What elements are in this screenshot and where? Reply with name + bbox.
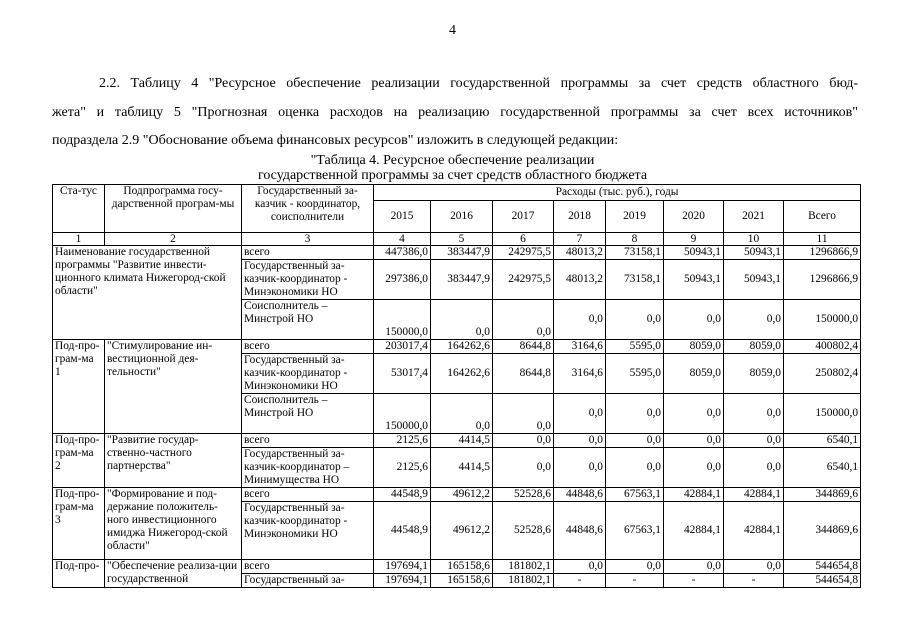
- value-cell: 0,0: [493, 394, 554, 434]
- column-number: 2: [105, 233, 242, 246]
- paragraph-line-3: подраздела 2.9 "Обоснование объема финансовых ресурсов" изложить в следующей редакции:: [52, 133, 619, 148]
- row-label: Государственный за-казчик-координатор - Минэкономики НО: [242, 502, 374, 560]
- value-cell: 150000,0: [784, 394, 861, 434]
- row-label: всего: [242, 340, 374, 354]
- row-label: Государственный за-: [242, 574, 374, 588]
- row-label: Соисполнитель – Минстрой НО: [242, 300, 374, 340]
- row-label: всего: [242, 434, 374, 448]
- row-label: всего: [242, 488, 374, 502]
- value-cell: 400802,4: [784, 340, 861, 354]
- paragraph-line-2: жета" и таблицу 5 "Прогнозная оценка расходов на реализацию государственной программы за счет всех источников": [52, 104, 858, 120]
- value-cell: 0,0: [431, 394, 493, 434]
- value-cell: 0,0: [554, 448, 606, 488]
- value-cell: -: [724, 574, 784, 588]
- subprogram-name: "Формирование и под-держание положитель-ного инвестиционного имиджа Нижегород-ской области": [105, 488, 242, 560]
- column-number: 1: [53, 233, 105, 246]
- value-cell: 42884,1: [664, 502, 724, 560]
- value-cell: 48013,2: [554, 246, 606, 260]
- value-cell: 383447,9: [431, 260, 493, 300]
- value-cell: 0,0: [554, 434, 606, 448]
- header-row: [53, 185, 861, 201]
- value-cell: 0,0: [493, 300, 554, 340]
- value-cell: 8059,0: [724, 340, 784, 354]
- value-cell: 3164,6: [554, 340, 606, 354]
- value-cell: 8059,0: [664, 340, 724, 354]
- value-cell: 0,0: [554, 394, 606, 434]
- value-cell: 0,0: [606, 560, 664, 574]
- row-label: всего: [242, 560, 374, 574]
- value-cell: 242975,5: [493, 260, 554, 300]
- value-cell: 44848,6: [554, 488, 606, 502]
- value-cell: 0,0: [724, 560, 784, 574]
- value-cell: 181802,1: [493, 574, 554, 588]
- value-cell: 0,0: [493, 434, 554, 448]
- row-label: Соисполнитель – Минстрой НО: [242, 394, 374, 434]
- page-number: 4: [449, 23, 456, 38]
- value-cell: 544654,8: [784, 574, 861, 588]
- value-cell: 544654,8: [784, 560, 861, 574]
- row-label: Государственный за-казчик-координатор - Минэкономики НО: [242, 260, 374, 300]
- value-cell: 4414,5: [431, 434, 493, 448]
- value-cell: 150000,0: [784, 300, 861, 340]
- value-cell: 0,0: [664, 434, 724, 448]
- value-cell: -: [664, 574, 724, 588]
- value-cell: 42884,1: [724, 488, 784, 502]
- row-status: Под-про-грам-ма 3: [53, 488, 105, 560]
- row-label: всего: [242, 246, 374, 260]
- table-row: [53, 488, 861, 502]
- header-year: 2015: [374, 201, 431, 233]
- column-number: 10: [724, 233, 784, 246]
- value-cell: 8059,0: [664, 354, 724, 394]
- value-cell: 297386,0: [374, 260, 431, 300]
- value-cell: 0,0: [606, 300, 664, 340]
- header-expenses: Расходы (тыс. руб.), годы: [374, 185, 861, 201]
- value-cell: 242975,5: [493, 246, 554, 260]
- value-cell: 0,0: [606, 394, 664, 434]
- subprogram-name: "Стимулирование ин-вестиционной дея-тельности": [105, 340, 242, 434]
- row-status: Под-про-: [53, 560, 105, 588]
- value-cell: 0,0: [664, 448, 724, 488]
- header-subprogram: Подпрограмма госу-дарственной програм-мы: [105, 185, 242, 233]
- value-cell: 49612,2: [431, 502, 493, 560]
- table-title-line-1: "Таблица 4. Ресурсное обеспечение реализации: [310, 153, 595, 168]
- value-cell: 6540,1: [784, 448, 861, 488]
- header-year: Всего: [784, 201, 861, 233]
- value-cell: 0,0: [664, 560, 724, 574]
- value-cell: 67563,1: [606, 502, 664, 560]
- table-row: [53, 246, 861, 260]
- value-cell: 73158,1: [606, 246, 664, 260]
- value-cell: 0,0: [724, 448, 784, 488]
- header-year: 2016: [431, 201, 493, 233]
- value-cell: 2125,6: [374, 434, 431, 448]
- value-cell: 49612,2: [431, 488, 493, 502]
- value-cell: 50943,1: [664, 260, 724, 300]
- value-cell: 50943,1: [724, 260, 784, 300]
- value-cell: 250802,4: [784, 354, 861, 394]
- value-cell: 8644,8: [493, 354, 554, 394]
- paragraph-line-1: 2.2. Таблицу 4 "Ресурсное обеспечение реализации государственной программы за счет средств областного бюд-: [99, 76, 858, 91]
- subprogram-name: "Развитие государ-ственно-частного партнерства": [105, 434, 242, 488]
- value-cell: 0,0: [554, 300, 606, 340]
- header-customer: Государственный за-казчик - координатор, соисполнители: [242, 185, 374, 233]
- budget-table: [52, 184, 861, 588]
- value-cell: -: [554, 574, 606, 588]
- column-number: 6: [493, 233, 554, 246]
- value-cell: 150000,0: [374, 394, 431, 434]
- value-cell: 44548,9: [374, 488, 431, 502]
- value-cell: 344869,6: [784, 502, 861, 560]
- value-cell: 0,0: [724, 300, 784, 340]
- header-year: 2017: [493, 201, 554, 233]
- table-title-line-2: государственной программы за счет средств областного бюджета: [257, 168, 648, 183]
- value-cell: 50943,1: [664, 246, 724, 260]
- column-number: 5: [431, 233, 493, 246]
- value-cell: 2125,6: [374, 448, 431, 488]
- column-number: 7: [554, 233, 606, 246]
- value-cell: 197694,1: [374, 574, 431, 588]
- value-cell: 52528,6: [493, 488, 554, 502]
- value-cell: 3164,6: [554, 354, 606, 394]
- program-name: Наименование государственной программы "Развитие инвести-ционного климата Нижегород-ской области": [53, 246, 242, 340]
- value-cell: 4414,5: [431, 448, 493, 488]
- header-year: 2021: [724, 201, 784, 233]
- value-cell: 0,0: [664, 394, 724, 434]
- value-cell: 203017,4: [374, 340, 431, 354]
- value-cell: 181802,1: [493, 560, 554, 574]
- value-cell: 5595,0: [606, 340, 664, 354]
- value-cell: 5595,0: [606, 354, 664, 394]
- column-number: 11: [784, 233, 861, 246]
- value-cell: 0,0: [724, 394, 784, 434]
- value-cell: 164262,6: [431, 354, 493, 394]
- value-cell: 1296866,9: [784, 246, 861, 260]
- header-status: Ста-тус: [53, 185, 105, 233]
- value-cell: 447386,0: [374, 246, 431, 260]
- value-cell: 44848,6: [554, 502, 606, 560]
- header-year: 2019: [606, 201, 664, 233]
- value-cell: 8059,0: [724, 354, 784, 394]
- value-cell: 0,0: [606, 448, 664, 488]
- value-cell: 165158,6: [431, 560, 493, 574]
- value-cell: 6540,1: [784, 434, 861, 448]
- column-number: 9: [664, 233, 724, 246]
- column-number: 4: [374, 233, 431, 246]
- value-cell: 150000,0: [374, 300, 431, 340]
- value-cell: 0,0: [493, 448, 554, 488]
- subprogram-name: "Обеспечение реализа-ции государственной: [105, 560, 242, 588]
- value-cell: 0,0: [554, 560, 606, 574]
- row-label: Государственный за-казчик-координатор – Минимущества НО: [242, 448, 374, 488]
- value-cell: 344869,6: [784, 488, 861, 502]
- value-cell: 50943,1: [724, 246, 784, 260]
- column-numbers-row: [53, 233, 861, 246]
- value-cell: 0,0: [431, 300, 493, 340]
- header-year: 2018: [554, 201, 606, 233]
- table-title: [0, 153, 905, 183]
- value-cell: 42884,1: [724, 502, 784, 560]
- value-cell: 0,0: [724, 434, 784, 448]
- value-cell: -: [606, 574, 664, 588]
- row-status: Под-про-грам-ма 2: [53, 434, 105, 488]
- value-cell: 53017,4: [374, 354, 431, 394]
- table-row: [53, 434, 861, 448]
- column-number: 8: [606, 233, 664, 246]
- value-cell: 42884,1: [664, 488, 724, 502]
- value-cell: 164262,6: [431, 340, 493, 354]
- value-cell: 0,0: [606, 434, 664, 448]
- column-number: 3: [242, 233, 374, 246]
- value-cell: 73158,1: [606, 260, 664, 300]
- value-cell: 67563,1: [606, 488, 664, 502]
- value-cell: 8644,8: [493, 340, 554, 354]
- table-row: [53, 560, 861, 574]
- row-status: Под-про-грам-ма 1: [53, 340, 105, 434]
- header-year: 2020: [664, 201, 724, 233]
- value-cell: 0,0: [664, 300, 724, 340]
- table-row: [53, 340, 861, 354]
- value-cell: 197694,1: [374, 560, 431, 574]
- intro-paragraph: [52, 70, 858, 156]
- value-cell: 44548,9: [374, 502, 431, 560]
- value-cell: 165158,6: [431, 574, 493, 588]
- value-cell: 48013,2: [554, 260, 606, 300]
- row-label: Государственный за-казчик-координатор - Минэкономики НО: [242, 354, 374, 394]
- value-cell: 1296866,9: [784, 260, 861, 300]
- value-cell: 52528,6: [493, 502, 554, 560]
- value-cell: 383447,9: [431, 246, 493, 260]
